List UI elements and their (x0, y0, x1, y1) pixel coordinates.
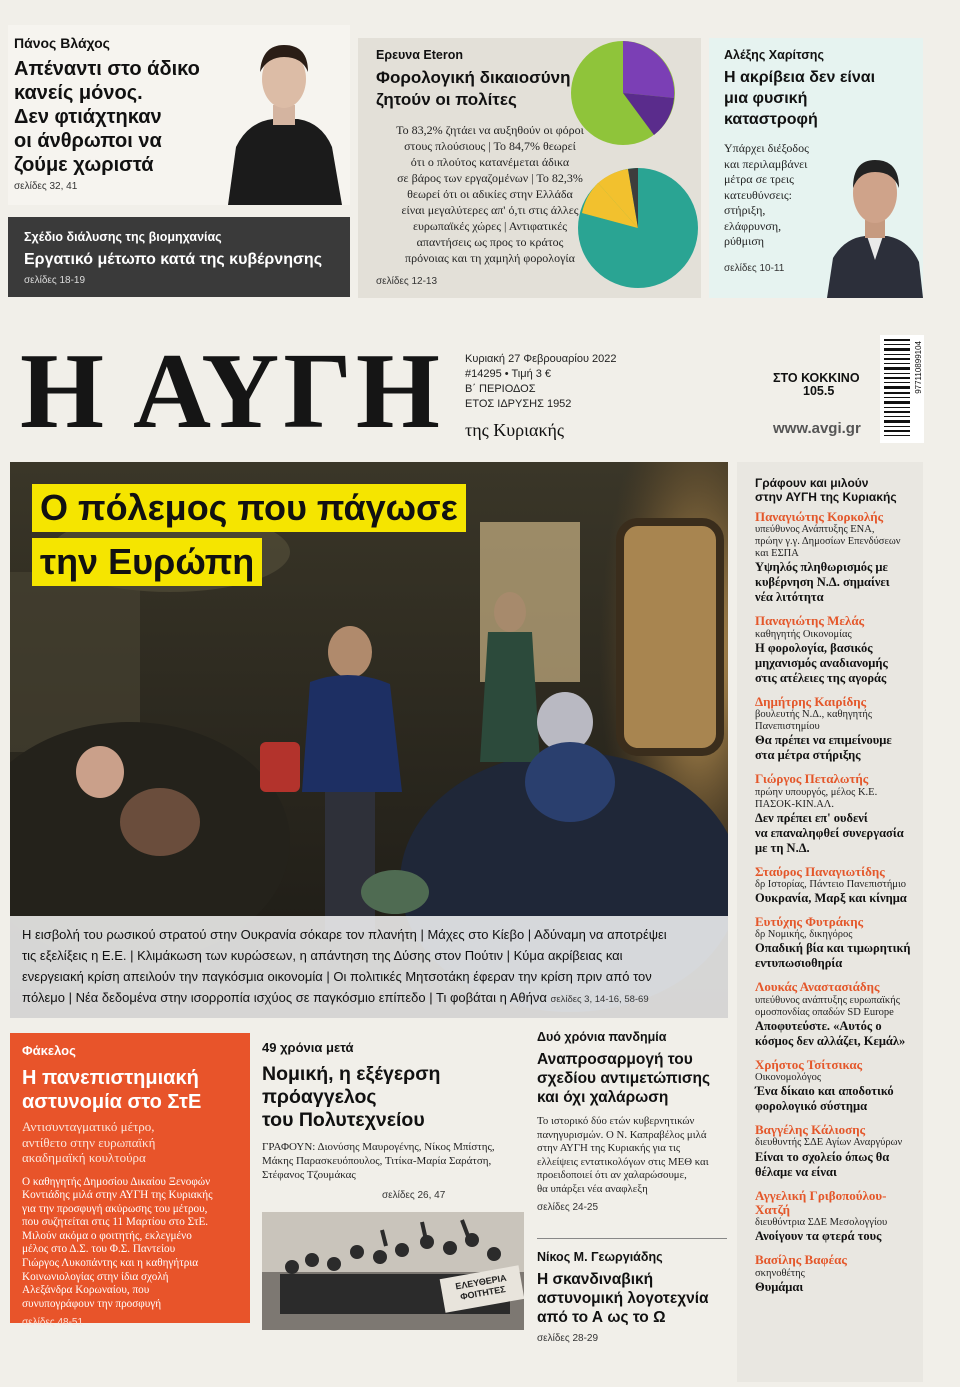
contributor-role: διευθυντής ΣΔΕ Αγίων Αναργύρων (755, 1137, 903, 1149)
contributor-name: Χρήστος Τσίτσικας (755, 1056, 863, 1072)
body: Υπάρχει διέξοδος και περιλαμβάνει μέτρα σε τρεις κατευθύνσεις: στήριξη, ελάφρυνση, ρύθμιση (724, 141, 809, 248)
kicker: Φάκελος (22, 1043, 76, 1058)
contributor-name: Λουκάς Αναστασιάδης (755, 979, 880, 995)
contributor-article-title: να επαναληφθεί συνεργασία (755, 825, 904, 840)
top-left-box (8, 25, 350, 205)
contributor-name: Ευτύχης Φυτράκης (755, 914, 864, 930)
contributor-item[interactable] (755, 1253, 915, 1294)
protest-photo (262, 1212, 524, 1330)
radio-logo[interactable]: ΣΤΟ ΚΟΚΚΙΝΟ 105.5 (773, 371, 860, 398)
contributor-role: ΠΑΣΟΚ-ΚΙΝ.ΑΛ. (755, 798, 835, 810)
page-ref: σελίδες 12-13 (376, 276, 438, 287)
subheadline: Αντισυνταγματικό μέτρο, αντίθετο στην ευρωπαϊκή ακαδημαϊκή κουλτούρα (22, 1119, 156, 1165)
contributor-article-title: Είναι το σχολείο όπως θα (755, 1149, 890, 1164)
contributor-article-title: φορολογικό σύστημα (755, 1099, 868, 1114)
contributor-article-title: με τη Ν.Δ. (755, 840, 810, 855)
issue-info (465, 352, 617, 412)
contributor-article-title: νέα λιτότητα (755, 590, 824, 605)
contributor-name: Βαγγέλης Κάλιοσης (755, 1122, 866, 1138)
contributor-role: υπεύθυνος ανάπτυξης ευρωπαϊκής (755, 994, 900, 1006)
headline: Εργατικό μέτωπο κατά της κυβέρνησης (24, 251, 323, 268)
contributor-article-title: στα μέτρα στήριξης (755, 748, 861, 763)
body: Ο καθηγητής Δημοσίου Δικαίου Ξενοφών Κοντιάδης μιλά στην ΑΥΓΗ της Κυριακής για την προσφυγή ακύρωσης του μέτρου, που συζητείται στις 11 Μαρτίου στο ΣτΕ. Μιλούν ακόμα ο φοιτητής, εκλεγμένο μέλος στο Δ.Σ. του Φ.Σ. Παντείου Γιώργος Λυκοπάντης και η καθηγήτρια Κοινωνιολογίας στην ίδια σχολή Αλεξάνδρα Κορωναίου, που συνυπογράφουν την προσφυγή (22, 1175, 213, 1310)
contributor-role: διευθύντρια ΣΔΕ Μεσολογγίου (755, 1217, 888, 1229)
law-school-story[interactable] (262, 1040, 524, 1201)
contributor-article-title: Οπαδική βία και τιμωρητική (755, 941, 911, 956)
issue-date: Κυριακή 27 Φεβρουαρίου 2022 (465, 353, 617, 365)
contributor-item[interactable] (755, 1123, 915, 1179)
contributor-role: καθηγητής Οικονομίας (755, 628, 852, 640)
contributor-article-title: μηχανισμός αναδιανομής (755, 655, 888, 670)
contributor-article-title: Αποφυτεύστε. «Αυτός ο (755, 1018, 882, 1033)
contributors-list (755, 510, 915, 1295)
charitsis-box[interactable] (709, 38, 923, 298)
kicker: Ερευνα Eteron (376, 48, 463, 62)
headline: Αναπροσαρμογή του σχεδίου αντιμετώπισης και όχι χαλάρωση (537, 1051, 711, 1106)
pandemic-story[interactable] (537, 1030, 727, 1213)
contributor-role: ομοσπονδίας οπαδών SD Europe (755, 1006, 894, 1018)
masthead-subtitle: της Κυριακής (465, 420, 565, 440)
barcode (880, 335, 924, 443)
barcode-number: 977110899104 (914, 341, 923, 394)
contributor-article-title: θέλαμε να είναι (755, 1164, 837, 1179)
contributor-role: σκηνοθέτης (755, 1267, 805, 1279)
issue-number: #14295 • Τιμή 3 € (465, 368, 552, 380)
hero-title[interactable] (32, 484, 466, 586)
contributor-item[interactable] (755, 915, 915, 971)
crime-fiction-story[interactable] (537, 1250, 727, 1344)
contributor-item[interactable] (755, 980, 915, 1048)
contributor-item[interactable] (755, 510, 915, 605)
contributor-name: Παναγιώτης Μελάς (755, 613, 865, 629)
page-ref: σελίδες 32, 41 (14, 181, 78, 192)
body: Το ιστορικό δύο ετών κυβερνητικών πανηγυρισμών. Ο Ν. Καπραβέλος μιλά στην ΑΥΓΗ της Κυριακής για τις ελλείψεις εντατικολόγων στις ΜΕΘ και προειδοποιεί ότι αν χαλαρώσουμε, θα υπάρξει νέα αναφλεξη (537, 1115, 709, 1195)
contributor-role: πρώην γ.γ. Δημοσίων Επενδύσεων (755, 536, 901, 548)
headline: Νομική, η εξέγερση πρόαγγελος του Πολυτεχνείου (262, 1063, 441, 1131)
right-column-header: Γράφουν και μιλούν στην ΑΥΓΗ της Κυριακής (755, 476, 897, 504)
contributor-name: Δημήτρης Καιρίδης (755, 693, 867, 709)
contributor-article-title: Ανοίγουν τα φτερά τους (755, 1229, 882, 1244)
author-name: Νίκος Μ. Γεωργιάδης (537, 1250, 663, 1264)
industry-box[interactable] (8, 217, 350, 297)
body: Το 83,2% ζητάει να αυξηθούν οι φόροι στους πλούσιους | Το 84,7% θεωρεί ότι ο πλούτος κατανέμεται άδικα σε βάρος των εργαζομένων | Το 82,3% θεωρεί ότι οι αδικίες στην Ελλάδα είναι μεγαλύτερες απ' ό,τι στις άλλες ευρωπαϊκές χώρες | Αντιφατικές απαντήσεις ως προς το κράτος πρόνοιας και τη χαμηλή φορολογία (396, 123, 584, 265)
contributor-item[interactable] (755, 1189, 915, 1245)
contributor-article-title: Θυμάμαι (755, 1279, 804, 1294)
page-ref: σελίδες 24-25 (537, 1202, 599, 1213)
page-ref: σελίδες 10-11 (724, 263, 785, 274)
contributor-item[interactable] (755, 865, 915, 906)
protest-banner: ΕΛΕΥΘΕΡΙΑ ΦΟΙΤΗΤΕΣ (454, 1272, 508, 1302)
contributor-article-title: κόσμος δεν αλλάζει, Κεμάλ» (755, 1033, 906, 1048)
survey-box[interactable] (358, 38, 701, 298)
headline: Φορολογική δικαιοσύνη ζητούν οι πολίτες (376, 68, 571, 109)
portrait-photo (827, 138, 923, 298)
contributor-role: βουλευτής Ν.Δ., καθηγητής (755, 709, 873, 721)
contributor-name: Σταύρος Παναγιωτίδης (755, 863, 885, 879)
contributor-article-title: Υψηλός πληθωρισμός με (755, 560, 888, 575)
contributor-role: πρώην υπουργός, μέλος Κ.Ε. (755, 786, 878, 798)
kicker: 49 χρόνια μετά (262, 1040, 354, 1055)
divider (537, 1238, 727, 1239)
contributor-role: Πανεπιστημίου (755, 721, 820, 733)
issue-founded: ΕΤΟΣ ΙΔΡΥΣΗΣ 1952 (465, 398, 572, 410)
contributor-role: υπεύθυνος Ανάπτυξης ΕΝΑ, (755, 524, 875, 536)
headline: Η ακρίβεια δεν είναι μια φυσική καταστροφή (724, 69, 876, 128)
contributor-item[interactable] (755, 1058, 915, 1114)
right-column (737, 462, 923, 1382)
contributor-role: Οικονομολόγος (755, 1072, 821, 1084)
contributor-article-title: εντυπωσιοθηρία (755, 956, 843, 971)
contributor-name: Βασίλης Βαφέας (755, 1252, 847, 1268)
contributor-article-title: κυβέρνηση Ν.Δ. σημαίνει (755, 575, 890, 590)
contributor-item[interactable] (755, 772, 915, 855)
page-ref: σελίδες 3, 14-16, 58-69 (550, 994, 649, 1005)
contributor-article-title: Ένα δίκαιο και αποδοτικό (755, 1084, 894, 1099)
contributor-article-title: Θα πρέπει να επιμείνουμε (755, 733, 892, 748)
page-ref: σελίδες 48-51 (22, 1317, 84, 1329)
hero-caption: Η εισβολή του ρωσικού στρατού στην Ουκρανία σόκαρε τον πλανήτη | Μάχες στο Κίεβο | Αδύναμη να αποτρέψει τις εξελίξεις η Ε.Ε. | Κλιμάκωση των κυρώσεων, η απάντηση της Δύσης στον Πούτιν | Κύμα ακρίβειας και ενεργειακή κρίση απειλούν την παγκόσμια οικονομία | Οι πολιτικές Μητσοτάκη έφεραν την κρίση πριν από τον πόλεμο | Νέα δεδομένα στην ισορροπία ισχύος σε παγκόσμιο επίπεδο | Τι φοβάται η Αθήνα σελίδες 3, 14-16, 58-69 (10, 916, 728, 1018)
university-police-box[interactable] (10, 1033, 250, 1329)
contributor-role: δρ Ιστορίας, Πάντειο Πανεπιστήμιο (755, 878, 907, 890)
contributor-article-title: στις ατέλειες της αγοράς (755, 670, 887, 685)
hero-title-line2: την Ευρώπη (32, 538, 262, 586)
contributor-name: Γιώργος Πεταλωτής (755, 771, 869, 787)
page-ref: σελίδες 26, 47 (382, 1190, 446, 1201)
headline: Η σκανδιναβική αστυνομική λογοτεχνία από το Α ως το Ω (537, 1271, 709, 1326)
author-name: Αλέξης Χαρίτσης (724, 48, 824, 62)
contributor-item[interactable] (755, 614, 915, 685)
kicker: Δυό χρόνια πανδημία (537, 1030, 667, 1044)
author-name: Πάνος Βλάχος (14, 35, 110, 51)
contributor-article-title: Ουκρανία, Μαρξ και κίνημα (755, 891, 907, 906)
contributor-role: δρ Νομικής, δικηγόρος (755, 929, 853, 941)
headline: Η πανεπιστημιακή αστυνομία στο ΣτΕ (22, 1067, 202, 1113)
masthead-title[interactable]: Η ΑΥΓΗ (20, 332, 444, 451)
hero-title-line1: Ο πόλεμος που πάγωσε (32, 484, 466, 532)
contributor-article-title: Η φορολογία, βασικός (755, 640, 873, 655)
page-ref: σελίδες 28-29 (537, 1333, 599, 1344)
contributor-article-title: Δεν πρέπει επ' ουδενί (755, 810, 868, 825)
body: ΓΡΑΦΟΥΝ: Διονύσης Μαυρογένης, Νίκος Μπίστης, Μάκης Παρασκευόπουλος, Τιτίκα-Μαρία Σαράτση, Στέφανος Τζουμάκας (262, 1141, 495, 1181)
contributor-name: Αγγελική Γριβοπούλου-Χατζή (755, 1187, 887, 1217)
contributor-item[interactable] (755, 695, 915, 763)
pie-chart-graphic (558, 38, 701, 296)
contributor-role: και ΕΣΠΑ (755, 548, 799, 560)
kicker: Σχέδιο διάλυσης της βιομηχανίας (24, 230, 222, 244)
headline[interactable]: Απέναντι στο άδικο κανείς μόνος. Δεν φτιάχτηκαν οι άνθρωποι να ζούμε χωριστά (14, 58, 200, 176)
website-link[interactable]: www.avgi.gr (773, 420, 861, 437)
portrait-photo (218, 27, 350, 205)
issue-period: Β΄ ΠΕΡΙΟΔΟΣ (465, 383, 536, 395)
contributor-name: Παναγιώτης Κορκολής (755, 509, 884, 524)
page-ref: σελίδες 18-19 (24, 275, 86, 286)
